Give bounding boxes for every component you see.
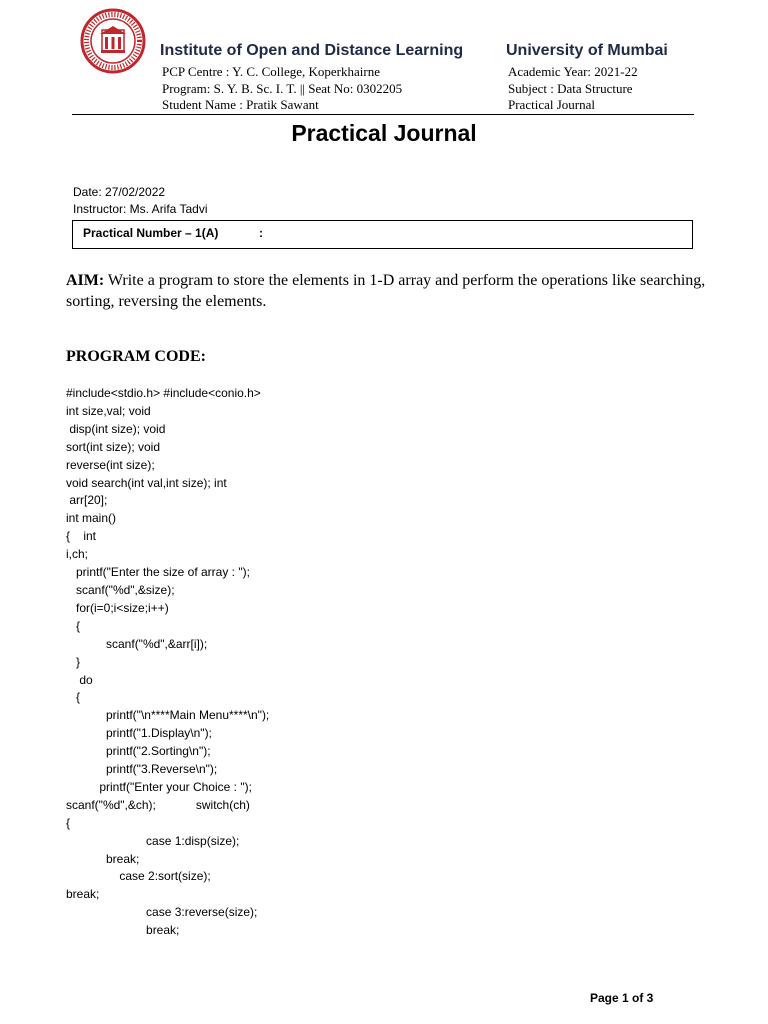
institute-name: Institute of Open and Distance Learning bbox=[160, 42, 464, 59]
student-name: Student Name : Pratik Sawant bbox=[162, 97, 319, 112]
aim-text: Write a program to store the elements in 1-D array and perform the operations like searching, sorting, reversing the elements. bbox=[66, 272, 706, 310]
program-code-heading: PROGRAM CODE: bbox=[66, 348, 206, 365]
aim-label: AIM: bbox=[66, 272, 105, 289]
page-number: Page 1 of 3 bbox=[590, 991, 654, 1005]
journal-type: Practical Journal bbox=[508, 97, 595, 112]
practical-number-colon: : bbox=[259, 226, 263, 240]
instructor: Instructor: Ms. Arifa Tadvi bbox=[73, 202, 208, 216]
university-name: University of Mumbai bbox=[506, 42, 668, 59]
program-seat-no: Program: S. Y. B. Sc. I. T. || Seat No: 0302205 bbox=[162, 81, 403, 96]
aim-paragraph bbox=[66, 270, 726, 312]
academic-year: Academic Year: 2021-22 bbox=[508, 64, 638, 79]
header-divider bbox=[72, 114, 694, 115]
university-seal-icon bbox=[80, 8, 146, 74]
practical-number: Practical Number – 1(A) bbox=[83, 226, 219, 240]
subject: Subject : Data Structure bbox=[508, 81, 633, 96]
program-code-block: #include<stdio.h> #include<conio.h> int size,val; void disp(int size); void sort(int size); void reverse(int size); void search(int val,int size); int arr[20]; int main() { int i,ch; printf("Enter the size of array : "); scanf("%d",&size); for(i=0;i<size;i++) { scanf("%d",&arr[i]); } do { printf("\n****Main Menu****\n"); printf("1.Display\n"); printf("2.Sorting\n"); printf("3.Reverse\n"); printf("Enter your Choice : "); scanf("%d",&ch); switch(ch) { case 1:disp(size); break; case 2:sort(size); break; case 3:reverse(size); break; bbox=[66, 386, 270, 938]
date: Date: 27/02/2022 bbox=[73, 185, 166, 199]
pcp-centre: PCP Centre : Y. C. College, Koperkhairne bbox=[162, 64, 380, 79]
page-title: Practical Journal bbox=[291, 120, 477, 146]
practical-number-box bbox=[72, 220, 693, 249]
